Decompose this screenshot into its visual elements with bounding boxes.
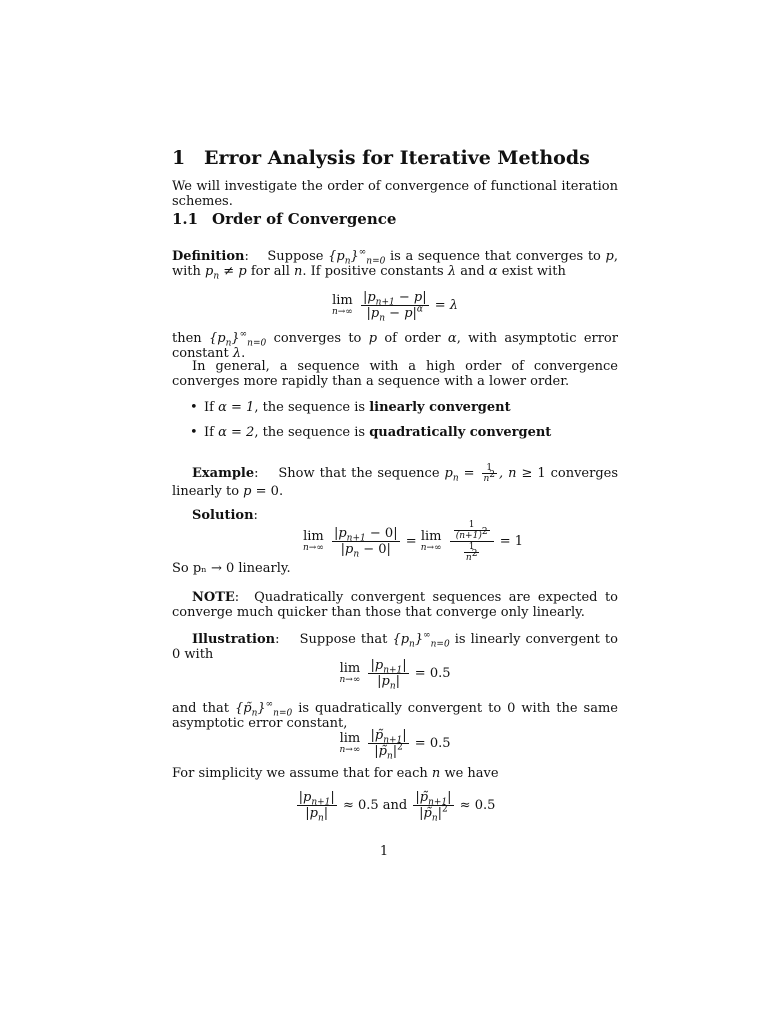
definition-text: , with asymptotic error constant xyxy=(172,331,618,361)
bullet-text: If xyxy=(204,425,214,440)
solution-equation: lim n→∞ $\frac{|p_{n+1} - 0|}{|p_n - 0|}$ = lim n→∞ $\frac{\frac{1}{(n+1)^2}}{\frac{1}{n^2}}$ = 1 xyxy=(302,520,524,563)
definition-text: and xyxy=(460,264,485,279)
subsection-number: 1.1 xyxy=(172,210,199,228)
definition-equation: lim n→∞ $\frac{|p_{n+1} - p|}{|p_n - p|^\alpha}$ = λ xyxy=(331,290,459,324)
definition-text: , with xyxy=(172,249,618,279)
convergence-list xyxy=(172,400,618,450)
example-paragraph: Example: Show that the sequence $p_n$ = $\frac{1}{n^2}$ , n ≥ 1 converges linearly to p = 0. xyxy=(172,463,619,499)
definition-text: . If positive constants xyxy=(302,264,444,279)
definition-text: then xyxy=(172,331,202,346)
example-text: Show that the sequence xyxy=(278,466,440,481)
definition-label: Definition xyxy=(172,249,245,264)
example-text: converges linearly to xyxy=(172,466,619,499)
definition-text: Suppose xyxy=(267,249,324,264)
illustration-text: is linearly convergent to 0 with xyxy=(172,632,618,662)
section-heading xyxy=(172,147,590,169)
illustration-text: and that xyxy=(172,701,229,716)
bullet-text: , the sequence is xyxy=(254,400,366,415)
definition-paragraph: Definition: Suppose $\{p_n\}^\infty_{n=0}$ is a sequence that converges to p, with $p_n \ne p$ for all n. If positive constants λ and α exist with xyxy=(172,247,618,282)
illustration-text: we have xyxy=(444,766,499,781)
linear-equation: lim n→∞ $\frac{|p_{n+1}|}{|p_n|}$ = 0.5 xyxy=(339,658,451,692)
subsection-title: Order of Convergence xyxy=(212,210,397,228)
definition-text: is a sequence that converges to xyxy=(390,249,601,264)
section-number: 1 xyxy=(172,147,186,169)
simplicity-sentence: For simplicity we assume that for each n we have xyxy=(172,766,499,781)
bullet-condition: α = 2 xyxy=(218,425,255,440)
list-item xyxy=(172,425,618,440)
note-paragraph: NOTE: Quadratically convergent sequences are expected to converge much quicker than those that converge only linearly. xyxy=(172,590,618,620)
note-text: Quadratically convergent sequences are expected to converge much quicker than those that converge only linearly. xyxy=(172,590,618,620)
solution-conclusion: So pₙ → 0 linearly. xyxy=(172,561,291,576)
definition-text: converges to xyxy=(273,331,362,346)
page-number: 1 xyxy=(379,844,389,859)
illustration-text: For simplicity we assume that for each xyxy=(172,766,428,781)
definition-text: of order xyxy=(384,331,441,346)
bullet-condition: α = 1 xyxy=(218,400,255,415)
illustration-label: Illustration xyxy=(192,632,276,647)
illustration-text: Suppose that xyxy=(299,632,388,647)
definition-text: for all xyxy=(250,264,290,279)
bullet-term: quadratically convergent xyxy=(369,425,552,440)
section-title: Error Analysis for Iterative Methods xyxy=(204,147,590,169)
approximation-equation: $\frac{|p_{n+1}|}{|p_n|}$ ≈ 0.5 and $\frac{|p̃_{n+1}|}{|p̃_n|^2}$ ≈ 0.5 xyxy=(298,790,496,824)
bullet-text: If xyxy=(204,400,214,415)
subsection-heading xyxy=(172,210,396,228)
bullet-term: linearly convergent xyxy=(369,400,511,415)
definition-conclusion: then $\{p_n\}^\infty_{n=0}$ converges to p of order α, with asymptotic error constant λ. xyxy=(172,329,618,361)
quadratic-equation: lim n→∞ $\frac{|p̃_{n+1}|}{|p̃_n|^2}$ = 0.5 xyxy=(339,728,451,762)
illustration-continued: and that $\{p̃_n\}^\infty_{n=0}$ is quadratically convergent to 0 with the same asymptotic error constant, xyxy=(172,699,618,731)
illustration-text: is quadratically convergent to 0 with the same asymptotic error constant, xyxy=(172,701,618,731)
general-paragraph: In general, a sequence with a high order of convergence converges more rapidly than a sequence with a lower order. xyxy=(172,359,618,389)
note-label: NOTE xyxy=(192,590,235,605)
solution-label: Solution xyxy=(192,508,254,523)
example-label: Example xyxy=(192,466,255,481)
illustration-paragraph: Illustration: Suppose that $\{p_n\}^\infty_{n=0}$ is linearly convergent to 0 with xyxy=(172,630,618,662)
bullet-text: , the sequence is xyxy=(254,425,366,440)
definition-text: exist with xyxy=(501,264,566,279)
list-item xyxy=(172,400,618,415)
solution-label-line: Solution: xyxy=(192,508,258,523)
intro-paragraph: We will investigate the order of convergence of functional iteration schemes. xyxy=(172,179,618,209)
